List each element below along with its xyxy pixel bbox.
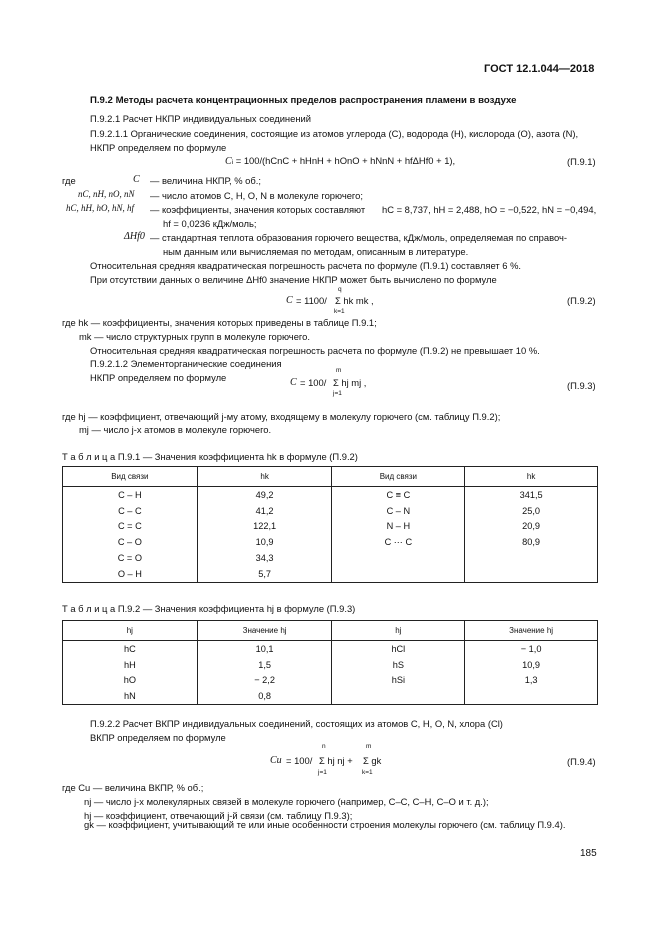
cell xyxy=(332,688,465,704)
cell: hN xyxy=(63,688,198,704)
cell xyxy=(465,688,598,704)
column-header: Вид связи xyxy=(63,467,198,487)
table-header-row xyxy=(63,621,598,641)
formula-sum: Σ hj nj + xyxy=(319,755,353,766)
formula-sum: Σ hj mj , xyxy=(333,377,367,388)
table-row xyxy=(63,503,598,519)
definition: nj — число j-х молекулярных связей в молекуле горючего (например, С–С, С–Н, С–О и т. д.); xyxy=(84,796,489,807)
symbol: hC, hH, hO, hN, hf xyxy=(66,203,135,213)
cell: C = C xyxy=(63,519,198,535)
paragraph-line: При отсутствии данных о величине ΔHf0 значение НКПР может быть вычислено по формуле xyxy=(90,274,497,285)
table-caption: Т а б л и ц а П.9.2 — Значения коэффициента hj в формуле (П.9.3) xyxy=(62,603,356,614)
table-row xyxy=(63,641,598,657)
cell: N – H xyxy=(332,519,465,535)
cell: 34,3 xyxy=(197,550,332,566)
definition: где hk — коэффициенты, значения которых приведены в таблице П.9.1; xyxy=(62,317,377,328)
sum-lower: k=1 xyxy=(334,308,345,315)
column-header: hk xyxy=(465,467,598,487)
paragraph-line: Относительная средняя квадратическая погрешность расчета по формуле (П.9.2) не превышает 10 %. xyxy=(90,345,540,356)
formula-lhs: Cu xyxy=(270,755,282,766)
cell: 10,9 xyxy=(197,534,332,550)
column-header: Вид связи xyxy=(332,467,465,487)
definition: где Cu — величина ВКПР, % об.; xyxy=(62,782,204,793)
table-p9-2 xyxy=(62,620,598,705)
definition: — величина НКПР, % об.; xyxy=(150,175,261,186)
cell: C – N xyxy=(332,503,465,519)
cell: 341,5 xyxy=(465,487,598,503)
cell: 10,1 xyxy=(197,641,332,657)
section-title: П.9.2 Методы расчета концентрационных пределов распространения пламени в воздухе xyxy=(90,95,517,106)
document-code: ГОСТ 12.1.044—2018 xyxy=(484,63,595,75)
definition: — число атомов С, Н, О, N в молекуле горючего; xyxy=(150,190,363,201)
formula-sum: Σ gk xyxy=(363,755,382,766)
table-row xyxy=(63,673,598,689)
definition: — стандартная теплота образования горючего вещества, кДж/моль, определяемая по справоч- xyxy=(150,232,567,243)
cell: 20,9 xyxy=(465,519,598,535)
cell: O – H xyxy=(63,566,198,582)
symbol: nC, nH, nO, nN xyxy=(78,189,135,199)
definition: ным данным или вычисляемая по методам, описанным в литературе. xyxy=(163,246,469,257)
paragraph-line: Относительная средняя квадратическая погрешность расчета по формуле (П.9.1) составляет 6 %. xyxy=(90,260,522,271)
cell: C – O xyxy=(63,534,198,550)
cell: hSi xyxy=(332,673,465,689)
column-header: hj xyxy=(63,621,198,641)
sum-lower: k=1 xyxy=(362,769,373,776)
table-row xyxy=(63,534,598,550)
cell: hS xyxy=(332,657,465,673)
formula-numerator: = 1100/ xyxy=(296,295,327,306)
cell: C ≡ C xyxy=(332,487,465,503)
sum-upper: n xyxy=(322,743,326,750)
formula-numerator: = 100/ xyxy=(286,755,313,766)
cell: − 2,2 xyxy=(197,673,332,689)
symbol: C xyxy=(133,174,140,185)
formula-sum: Σ hk mk , xyxy=(335,295,374,306)
paragraph-line: П.9.2.1.1 Органические соединения, состоящие из атомов углерода (С), водорода (Н), кислорода (О), азота (N), xyxy=(90,128,579,139)
column-header: Значение hj xyxy=(465,621,598,641)
definition: mk — число структурных групп в молекуле горючего. xyxy=(79,331,310,342)
cell xyxy=(465,550,598,566)
cell: C = O xyxy=(63,550,198,566)
formula-numerator: = 100/ xyxy=(300,377,327,388)
formula-number: (П.9.3) xyxy=(567,380,596,391)
cell: hCl xyxy=(332,641,465,657)
cell xyxy=(332,550,465,566)
paragraph-line: П.9.2.1 Расчет НКПР индивидуальных соединений xyxy=(90,113,311,124)
table-row xyxy=(63,688,598,704)
cell: 5,7 xyxy=(197,566,332,582)
where-label: где xyxy=(62,175,76,186)
column-header: Значение hj xyxy=(197,621,332,641)
formula-number: (П.9.1) xyxy=(567,156,596,167)
table-header-row xyxy=(63,467,598,487)
formula-number: (П.9.4) xyxy=(567,756,596,767)
table-row xyxy=(63,657,598,673)
cell xyxy=(332,566,465,582)
paragraph-line: НКПР определяем по формуле xyxy=(90,372,227,383)
formula-lhs: C xyxy=(225,156,232,167)
cell xyxy=(465,566,598,582)
cell: − 1,0 xyxy=(465,641,598,657)
sum-upper: m xyxy=(336,367,342,374)
sum-upper: q xyxy=(338,286,342,293)
definition: gk — коэффициент, учитывающий те или иные особенности строения молекулы горючего (см. таблицу П.9.4). xyxy=(84,819,566,830)
cell: 10,9 xyxy=(465,657,598,673)
paragraph-line: НКПР определяем по формуле xyxy=(90,142,227,153)
paragraph-line: П.9.2.2 Расчет ВКПР индивидуальных соединений, состоящих из атомов С, Н, О, N, хлора (Cl) xyxy=(90,718,503,729)
cell: 122,1 xyxy=(197,519,332,535)
cell: 0,8 xyxy=(197,688,332,704)
cell: C ⋯ C xyxy=(332,534,465,550)
definition: hC = 8,737, hH = 2,488, hO = −0,522, hN = −0,494, xyxy=(382,204,597,215)
cell: 41,2 xyxy=(197,503,332,519)
cell: 1,5 xyxy=(197,657,332,673)
definition: — коэффициенты, значения которых составляют xyxy=(150,204,366,215)
table-p9-1 xyxy=(62,466,598,583)
cell: hC xyxy=(63,641,198,657)
definition: mj — число j-х атомов в молекуле горючего. xyxy=(79,424,272,435)
formula-lhs: C xyxy=(286,295,293,306)
cell: hH xyxy=(63,657,198,673)
formula-number: (П.9.2) xyxy=(567,295,596,306)
cell: C – C xyxy=(63,503,198,519)
paragraph-line: ВКПР определяем по формуле xyxy=(90,732,226,743)
page-number: 185 xyxy=(580,848,597,859)
definition: hf = 0,0236 кДж/моль; xyxy=(163,218,257,229)
sum-upper: m xyxy=(366,743,372,750)
table-caption: Т а б л и ц а П.9.1 — Значения коэффициента hk в формуле (П.9.2) xyxy=(62,451,358,462)
table-row xyxy=(63,519,598,535)
table-row xyxy=(63,566,598,582)
table-row xyxy=(63,487,598,503)
formula-lhs: C xyxy=(290,377,297,388)
definition: где hj — коэффициент, отвечающий j-му атому, входящему в молекулу горючего (см. таблицу П.9.2); xyxy=(62,411,501,422)
formula-expression: = 100/(hCnC + hHnH + hOnO + hNnN + hfΔHf0 + 1), xyxy=(235,155,456,166)
formula-p9-1: Ci = 100/(hCnC + hHnH + hOnO + hNnN + hfΔHf0 + 1), xyxy=(225,155,456,167)
column-header: hk xyxy=(197,467,332,487)
paragraph-line: П.9.2.1.2 Элементорганические соединения xyxy=(90,358,282,369)
cell: 25,0 xyxy=(465,503,598,519)
table-row xyxy=(63,550,598,566)
sum-lower: j=1 xyxy=(318,769,327,776)
definition: hj — коэффициент, отвечающий j-й связи (см. таблицу П.9.3); xyxy=(84,810,353,821)
cell: hO xyxy=(63,673,198,689)
sum-lower: j=1 xyxy=(333,390,342,397)
column-header: hj xyxy=(332,621,465,641)
symbol: ΔHf0 xyxy=(124,231,145,242)
cell: 1,3 xyxy=(465,673,598,689)
cell: 80,9 xyxy=(465,534,598,550)
cell: 49,2 xyxy=(197,487,332,503)
cell: C – H xyxy=(63,487,198,503)
